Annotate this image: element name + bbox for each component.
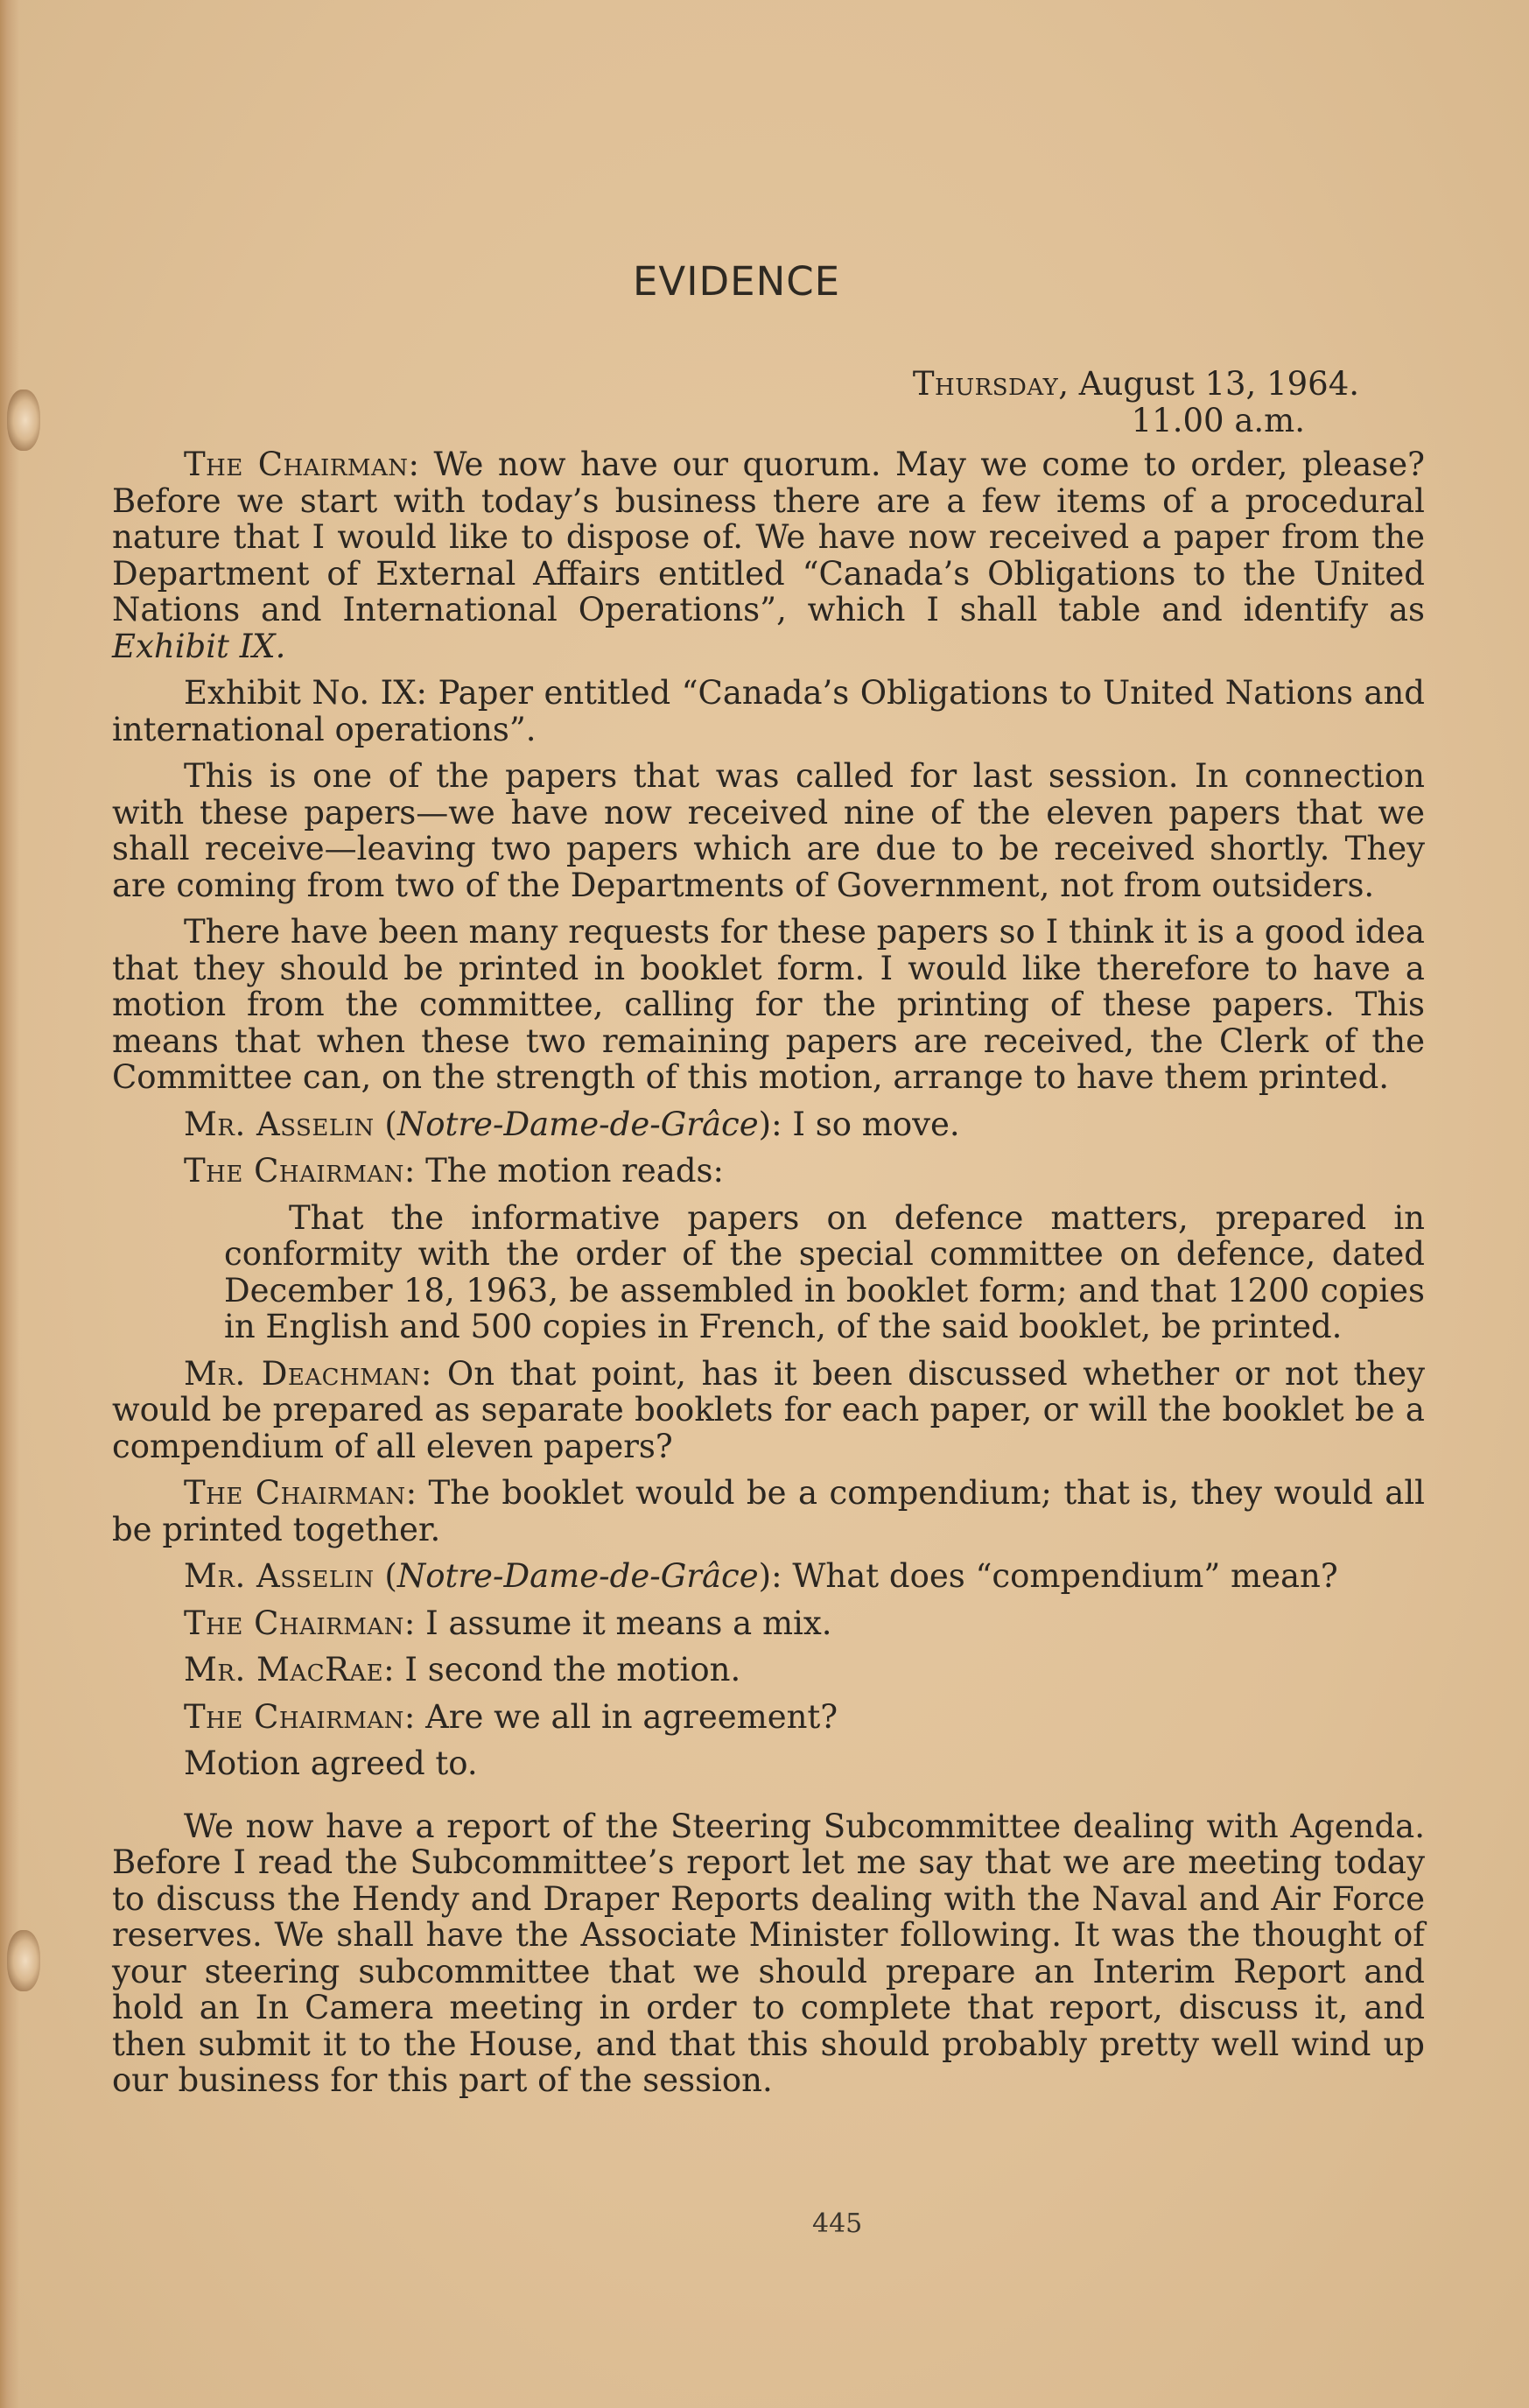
paragraph-asselin-move: Mr. Asselin (Notre-Dame-de-Grâce): I so move. [184,1105,960,1143]
paragraph-motion-agreed: Motion agreed to. [184,1745,478,1782]
paragraph-macrae [112,1652,1425,1688]
paragraph-exhibit: Exhibit No. IX: Paper entitled “Canada’s Obligations to United Nations and international operations”. [112,674,1425,748]
paragraph-chairman-mix [112,1605,1425,1642]
body-text [112,446,1425,2106]
paragraph-text: : I so move. [771,1105,960,1143]
speaker-name: The Chairman [184,1474,406,1512]
riding-name: Notre-Dame-de-Grâce [396,1105,759,1143]
speaker-name: The Chairman [184,446,409,483]
page-binding-edge [0,0,19,2408]
paragraph-requests: There have been many requests for these papers so I think it is a good idea that they should be printed in booklet form. I would like therefore to have a motion from the committee, calling for the printing of these papers. This means that when these two remaining papers are received, the Clerk of the Committee can, on the strength of this motion, arrange to have them printed. [112,913,1425,1096]
paragraph-text: : On that point, has it been discussed whether or not they would be prepared as separate booklets for each paper, or will the booklet be a compendium of all eleven papers? [112,1354,1425,1465]
paragraph-deachman [112,1356,1425,1465]
paragraph-text: : I assume it means a mix. [403,1604,832,1642]
paragraph-text: : What does “compendium” mean? [771,1557,1338,1595]
paragraph-text: : The motion reads: [403,1152,724,1190]
speaker-name: Mr. MacRae [184,1651,384,1688]
paragraph-text: : Are we all in agreement? [403,1697,838,1736]
meeting-time: 11.00 a.m. [1131,401,1305,439]
motion-text: That the informative papers on defence matters, prepared in conformity with the order of the special committee on defence, dated December 18, 1963, be assembled in booklet form; and that 1200 copies in English and 500 copies in French, of the said booklet, be printed. [224,1198,1425,1345]
paragraph-chairman-motion [112,1153,1425,1190]
paragraph-chairman-opening [112,446,1425,664]
speaker-name: The Chairman [184,1152,404,1190]
paragraph-text: : We now have our quorum. May we come to order, please? Before we start with today’s business there are a few items of a procedural nature that I would like to dispose of. We have now received a paper from the Department of External Affairs entitled “Canada’s Obligations to the United Nations and International Operations”, which I shall table and identify as [112,446,1425,628]
paragraph-steering-report: We now have a report of the Steering Subcommittee dealing with Agenda. Before I read the Subcommittee’s report let me say that we are meeting today to discuss the Hendy and Draper Reports dealing with the Naval and Air Force reserves. We shall have the Associate Minister following. It was the thought of your steering subcommittee that we should prepare an Interim Report and hold an In Camera meeting in order to complete that report, discuss it, and then submit it to the House, and that this should probably pretty well wind up our business for this part of the session. [112,1807,1425,2099]
paragraph-papers: This is one of the papers that was called for last session. In connection with these papers—we have now received nine of the eleven papers that we shall receive—leaving two papers which are due to be received shortly. They are coming from two of the Departments of Government, not from outsiders. [112,757,1425,904]
date-line [913,365,1359,403]
speaker-name: Mr. Asselin [184,1557,375,1595]
speaker-name: The Chairman [184,1697,404,1736]
paragraph-text: : I second the motion. [383,1651,741,1688]
paragraph-asselin-question: Mr. Asselin (Notre-Dame-de-Grâce): What does “compendium” mean? [184,1557,1338,1595]
date-day: Thursday [912,365,1059,403]
page-number: 445 [812,2208,863,2239]
speaker-name: Mr. Asselin [184,1105,375,1143]
speaker-name: Mr. Deachman [184,1354,421,1393]
page-heading: EVIDENCE [633,258,841,305]
exhibit-reference: Exhibit IX. [112,627,286,665]
speaker-name: The Chairman [184,1604,404,1642]
paragraph-chairman-agreement [112,1699,1425,1736]
date-rest: , August 13, 1964. [1058,365,1359,403]
paragraph-chairman-compendium [112,1475,1425,1548]
binding-hole-top [7,390,40,451]
dateline [112,366,1425,439]
riding-name: Notre-Dame-de-Grâce [396,1557,759,1595]
binding-hole-bottom [7,1930,40,1991]
paragraph-text: : The booklet would be a compendium; that is, they would all be printed together. [112,1474,1425,1548]
